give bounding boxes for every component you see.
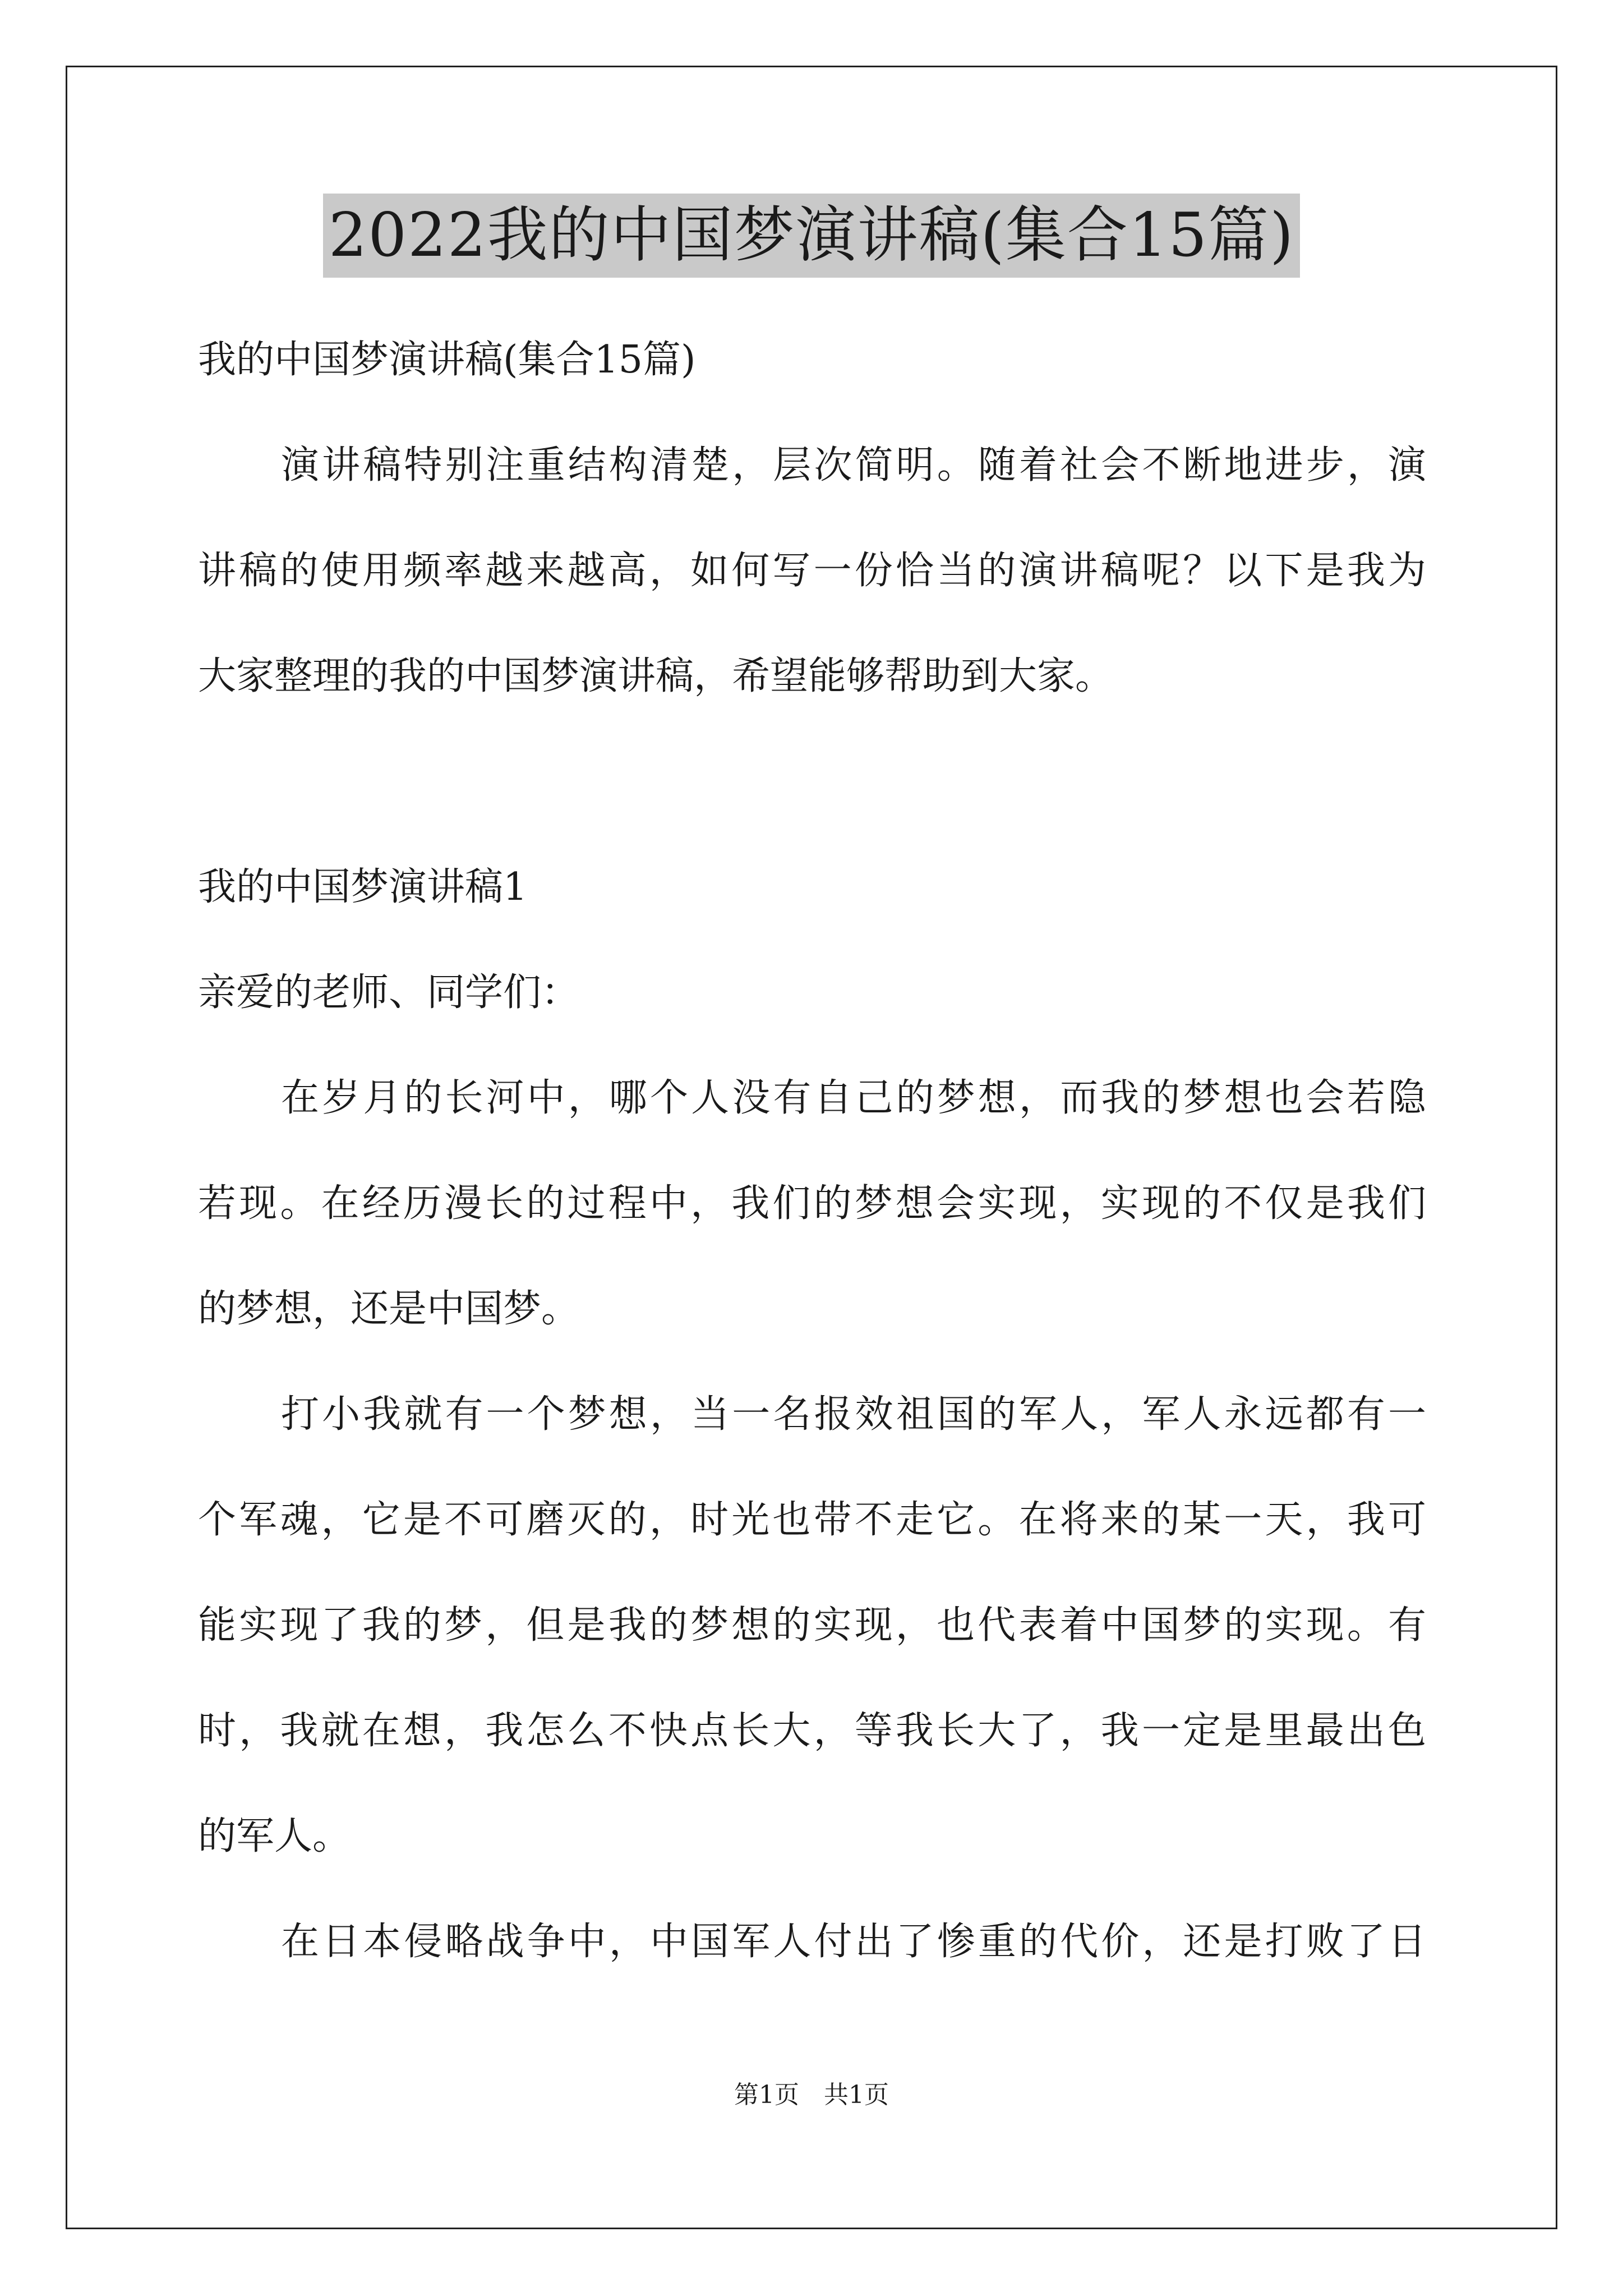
intro-line: 演讲稿特别注重结构清楚，层次简明。随着社会不断地进步，演 — [281, 443, 1426, 487]
intro-line: 大家整理的我的中国梦演讲稿，希望能够帮助到大家。 — [198, 654, 1114, 698]
paragraph-3 — [198, 1889, 1426, 1995]
document-title: 2022我的中国梦演讲稿(集合15篇) — [323, 194, 1301, 278]
paragraph-line: 能实现了我的梦，但是我的梦想的实现，也代表着中国梦的实现。有 — [198, 1603, 1426, 1648]
paragraph-line: 的军人。 — [198, 1814, 351, 1858]
document-body — [198, 307, 1426, 1995]
intro-line: 讲稿的使用频率越来越高，如何写一份恰当的演讲稿呢？以下是我为 — [198, 549, 1426, 593]
greeting: 亲爱的老师、同学们： — [198, 970, 580, 1015]
document-subtitle: 我的中国梦演讲稿(集合15篇) — [198, 338, 696, 382]
paragraph-line: 个军魂，它是不可磨灭的，时光也带不走它。在将来的某一天，我可 — [198, 1498, 1426, 1542]
paragraph-line: 打小我就有一个梦想，当一名报效祖国的军人，军人永远都有一 — [281, 1392, 1426, 1437]
paragraph-line: 的梦想，还是中国梦。 — [198, 1287, 580, 1331]
intro-paragraph — [198, 413, 1426, 729]
paragraph-2 — [198, 1362, 1426, 1889]
paragraph-line: 时，我就在想，我怎么不快点长大，等我长大了，我一定是里最出色 — [198, 1709, 1426, 1753]
paragraph-line: 若现。在经历漫长的过程中，我们的梦想会实现，实现的不仅是我们 — [198, 1181, 1426, 1226]
paragraph-1 — [198, 1046, 1426, 1362]
paragraph-line: 在日本侵略战争中，中国军人付出了惨重的代价，还是打败了日 — [281, 1920, 1426, 1964]
page-footer — [0, 2078, 1623, 2112]
paragraph-line: 在岁月的长河中，哪个人没有自己的梦想，而我的梦想也会若隐 — [281, 1076, 1426, 1120]
document-title-wrapper — [0, 194, 1623, 278]
page-number: 第1页 共1页 — [734, 2081, 889, 2109]
blank-line — [198, 729, 1426, 835]
section-heading: 我的中国梦演讲稿1 — [198, 865, 528, 909]
